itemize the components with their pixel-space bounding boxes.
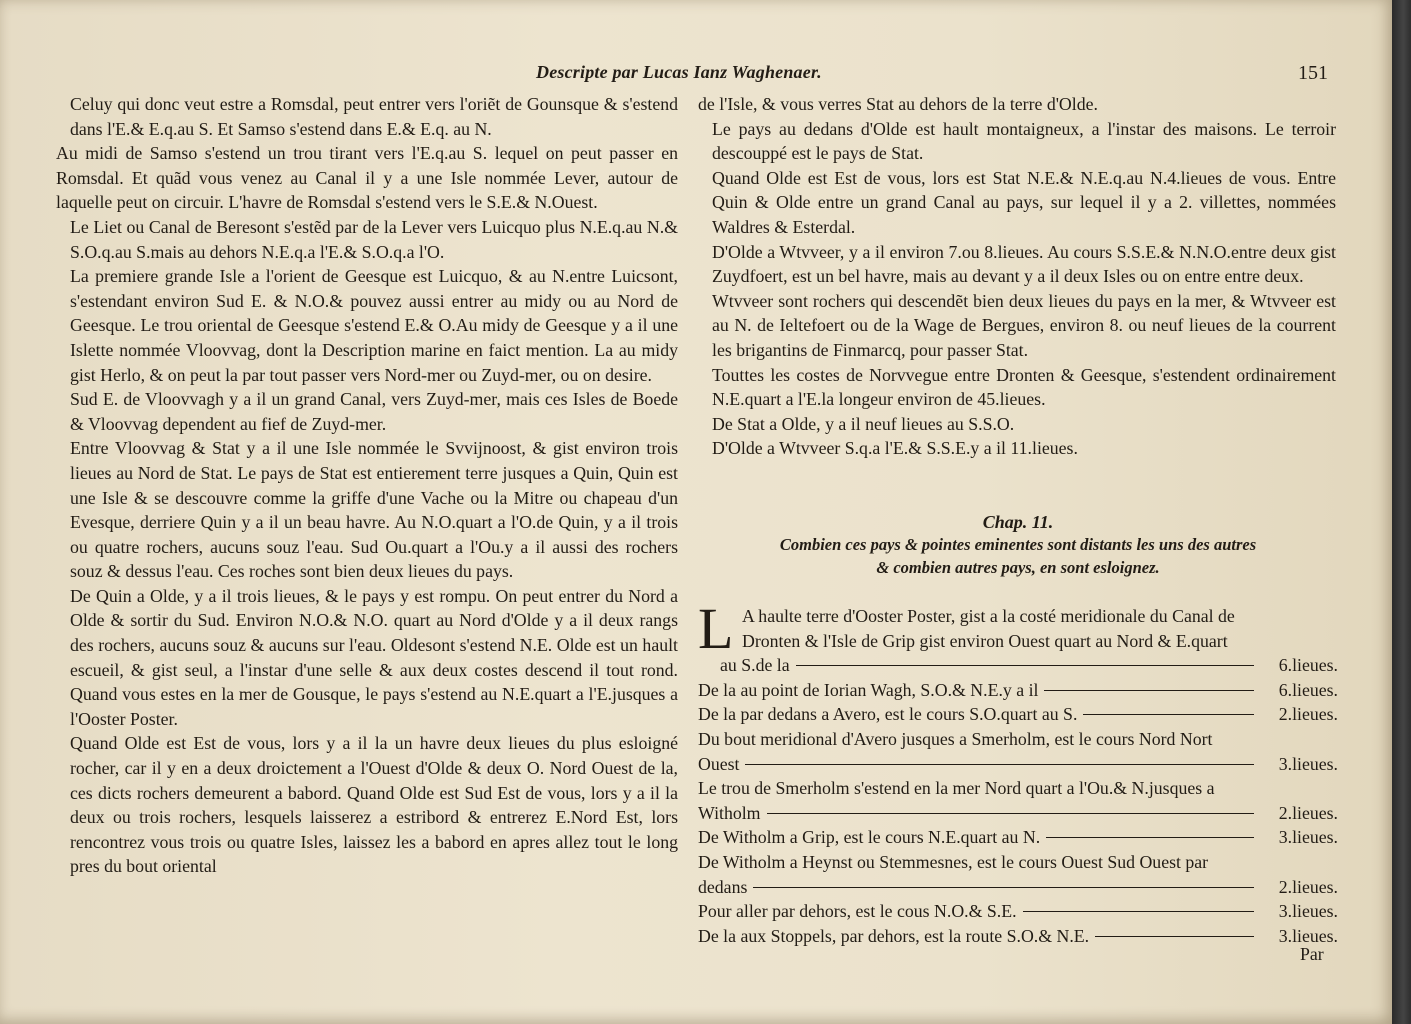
distance-row: [698, 801, 1338, 826]
paragraph: Touttes les costes de Norvvegue entre Dronten & Geesque, s'estendent ordinairement N.E.quart a l'E.la longeur environ de 45.lieues.: [712, 364, 1336, 410]
paragraph: D'Olde a Wtvveer, y a il environ 7.ou 8.lieues. Au cours S.S.E.& N.N.O.entre deux gist Zuydfoert, est un bel havre, mais au devant y a il deux Isles ou on entre entre deux.: [712, 241, 1336, 287]
intro-line: A haulte terre d'Ooster Poster, gist a la costé meridionale du Canal de: [742, 606, 1235, 626]
distance-route: De la au point de Iorian Wagh, S.O.& N.E.y a il: [698, 679, 1039, 700]
distance-row: [698, 752, 1338, 777]
distance-route: au S.de la: [720, 655, 790, 676]
paragraph: La premiere grande Isle a l'orient de Geesque est Luicquo, & au N.entre Luicsont, s'estendant environ Sud E. & N.O.& pouvez aussi entrer au midy ou au Nord de Geesque. Le trou oriental de Geesque s'estend E.& O.Au midy de Geesque y a il une Islette nommée Vloovvag, dont la Description marine en faict mention. La au midy gist Herlo, & on peut la par tout passer vers Nord-mer ou Zuyd-mer, ou on desire.: [70, 266, 678, 385]
paragraph: D'Olde a Wtvveer S.q.a l'E.& S.S.E.y a il 11.lieues.: [712, 438, 1078, 459]
distance-intro: [698, 596, 1338, 661]
leader-rule: [745, 764, 1254, 765]
leader-rule: [1046, 837, 1254, 838]
distance-row: [698, 776, 1338, 801]
distance-value: 3.lieues.: [1278, 901, 1338, 922]
chapter-title-line: Combien ces pays & pointes eminentes sont distants les uns des autres: [779, 535, 1257, 554]
page-edge: [1392, 0, 1411, 1024]
leader-rule: [1023, 911, 1254, 912]
distance-route: Le trou de Smerholm s'estend en la mer Nord quart a l'Ou.& N.jusques a: [698, 778, 1215, 799]
distance-route: Witholm: [698, 802, 761, 823]
distance-route: Pour aller par dehors, est le cous N.O.& S.E.: [698, 901, 1017, 922]
page-number: 151: [1298, 62, 1328, 84]
distance-row: [698, 875, 1338, 900]
distance-row: [698, 702, 1338, 727]
leader-rule: [753, 887, 1254, 888]
paragraph: Entre Vloovvag & Stat y a il une Isle nommée le Svvijnoost, & gist environ trois lieues au Nord de Stat. Le pays de Stat est entierement terre jusques a Quin, Quin est une Isle & se descouvre comme la griffe d'une Vache ou la Mitre ou chapeau d'un Evesque, derriere Quin y a il un beau havre. Au N.O.quart a l'O.de Quin, y a il trois ou quatre rochers, aucuns souz l'eau. Sud Ou.quart a l'Ou.y a il aussi des rochers souz & dessus l'eau. Ces roches sont bien deux lieues du pays.: [70, 438, 678, 582]
chapter-heading: [700, 510, 1336, 579]
paragraph: De Quin a Olde, y a il trois lieues, & le pays y est rompu. On peut entrer du Nord a Olde & sortir du Sud. Environ N.O.& N.O. quart au Nord d'Olde y a il deux rangs des rochers, aucuns souz & aucuns sur l'eau. Oldesont s'estend N.E. Olde est un hault escueil, & gist seul, a l'instar d'une selle & aux deux costes descend il tout rond. Quand vous estes en la mer de Gousque, le pays s'estend au N.E.quart a l'E.jusques a l'Ooster Poster.: [70, 585, 678, 729]
distance-value: 2.lieues.: [1278, 802, 1338, 823]
paragraph: de l'Isle, & vous verres Stat au dehors de la terre d'Olde.: [698, 94, 1098, 114]
distance-row: [698, 850, 1338, 875]
distance-row: [698, 825, 1338, 850]
distance-route: De la aux Stoppels, par dehors, est la route S.O.& N.E.: [698, 925, 1090, 946]
paragraph: Celuy qui donc veut estre a Romsdal, peut entrer vers l'oriẽt de Gounsque & s'estend dans l'E.& E.q.au S. Et Samso s'estend dans E.& E.q. au N.: [70, 94, 678, 139]
running-head: Descripte par Lucas Ianz Waghenaer.: [536, 62, 822, 82]
distance-row: [698, 899, 1338, 924]
distance-route: Ouest: [698, 753, 740, 774]
distance-value: 6.lieues.: [1278, 679, 1338, 700]
distance-entries: [698, 653, 1338, 948]
distance-value: 3.lieues.: [1278, 827, 1338, 848]
catchword: Par: [1300, 944, 1324, 964]
distance-value: 6.lieues.: [1278, 655, 1338, 676]
distance-route: De la par dedans a Avero, est le cours S.O.quart au S.: [698, 704, 1078, 725]
drop-cap: L: [698, 596, 734, 661]
paragraph: Wtvveer sont rochers qui descendẽt bien deux lieues du pays en la mer, & Wtvveer est au N. de Ieltefoert ou de la Wage de Bergues, environ 8. ou neuf lieues de la courrent les brigantins de Finmarcq, pour passer Stat.: [712, 290, 1336, 360]
paragraph: De Stat a Olde, y a il neuf lieues au S.S.O.: [712, 413, 1015, 434]
paragraph: Au midi de Samso s'estend un trou tirant vers l'E.q.au S. lequel on peut passer en Romsdal. Et quãd vous venez au Canal il y a une Isle nommée Lever, autour de laquelle peut on circuir. L'havre de Romsdal s'estend vers le S.E.& N.Ouest.: [56, 143, 678, 213]
distance-row: [698, 678, 1338, 703]
distance-value: 2.lieues.: [1278, 704, 1338, 725]
leader-rule: [1044, 690, 1254, 691]
leader-rule: [1083, 714, 1254, 715]
intro-line: Dronten & l'Isle de Grip gist environ Ouest quart au Nord & E.quart: [742, 630, 1228, 651]
distance-route: De Witholm a Heynst ou Stemmesnes, est le cours Ouest Sud Ouest par: [698, 851, 1209, 872]
distance-value: 3.lieues.: [1278, 753, 1338, 774]
paragraph: Quand Olde est Est de vous, lors y a il la un havre deux lieues du plus esloigné rocher, car il y en a deux droictement a l'Ouest d'Olde & deux O. Nord Ouest de la, ces dicts rochers demeurent a babord. Quand Olde est Sud Est de vous, lors y a il la deux ou trois rochers, lesquels laisserez a estribord & entrerez E.Nord Est, lors rencontrez vous trois ou quatre Isles, laissez les a babord en apres allez tout le long pres du bout oriental: [70, 733, 678, 877]
paragraph: Le pays au dedans d'Olde est hault montaigneux, a l'instar des maisons. Le terroir descouppé est le pays de Stat.: [712, 118, 1336, 164]
chapter-title-line: & combien autres pays, en sont esloignez.: [876, 557, 1160, 577]
distance-table: [698, 596, 1338, 948]
distance-route: De Witholm a Grip, est le cours N.E.quart au N.: [698, 827, 1041, 848]
chapter-number: Chap. 11.: [982, 512, 1054, 532]
leader-rule: [796, 665, 1254, 666]
distance-value: 3.lieues.: [1278, 925, 1338, 946]
right-column: [698, 92, 1336, 461]
distance-row: [698, 924, 1338, 949]
distance-value: 2.lieues.: [1278, 876, 1338, 897]
paragraph: Quand Olde est Est de vous, lors est Stat N.E.& N.E.q.au N.4.lieues de vous. Entre Quin & Olde entre un grand Canal au pays, sur lequel il y a 2. villettes, nommées Waldres & Esterdal.: [712, 167, 1336, 237]
distance-route: dedans: [698, 876, 748, 897]
distance-row: [698, 727, 1338, 752]
distance-row: [698, 653, 1338, 678]
distance-route: Du bout meridional d'Avero jusques a Smerholm, est le cours Nord Nort: [698, 728, 1213, 749]
paragraph: Sud E. de Vloovvagh y a il un grand Canal, vers Zuyd-mer, mais ces Isles de Boede & Vloovvag dependent au fief de Zuyd-mer.: [70, 389, 678, 434]
leader-rule: [1095, 936, 1254, 937]
leader-rule: [767, 813, 1254, 814]
paragraph: Le Liet ou Canal de Beresont s'estẽd par de la Lever vers Luicquo plus N.E.q.au N.& S.O.q.au S.mais au dehors N.E.q.a l'E.& S.O.q.a l'O.: [70, 216, 678, 262]
left-column: [56, 92, 678, 879]
